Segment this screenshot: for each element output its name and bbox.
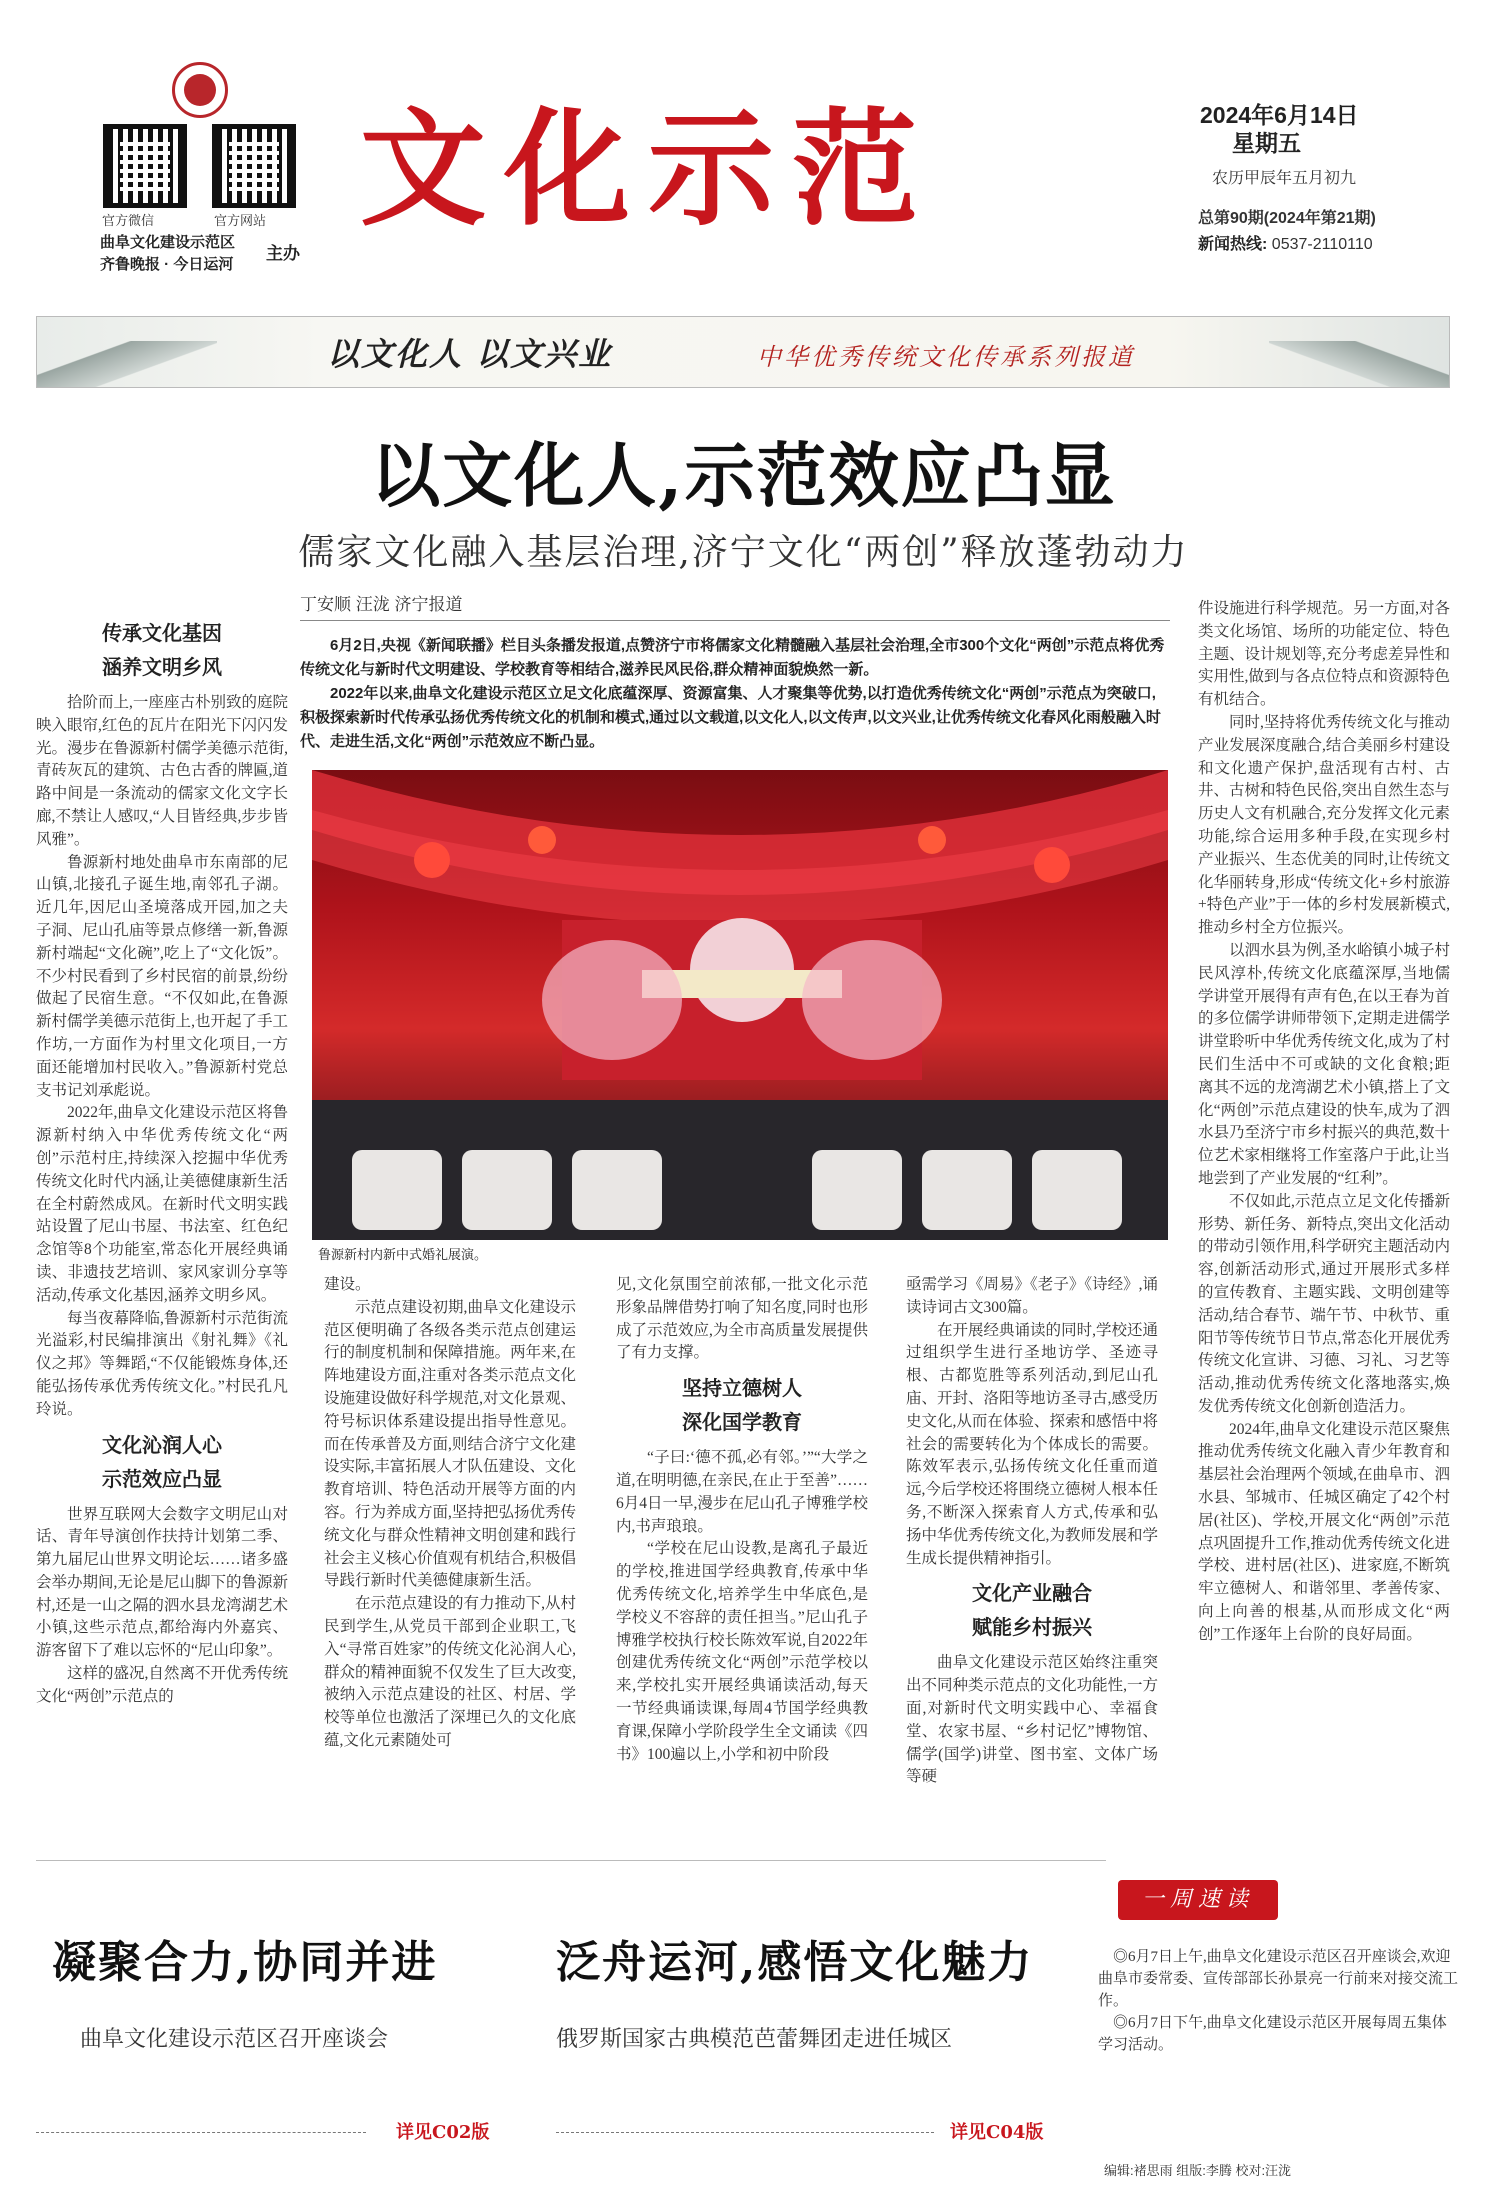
column-1 (36, 610, 288, 1709)
wechat-qr-code[interactable] (103, 124, 187, 208)
lunar-date: 农历甲辰年五月初九 (1212, 170, 1357, 187)
website-qr-code[interactable] (212, 124, 296, 208)
issue-date: 2024年6月14日 (1200, 102, 1359, 128)
col5-paragraph: 2024年,曲阜文化建设示范区聚焦推动优秀传统文化融入青少年教育和基层社会治理两个领域,在曲阜市、泗水县、邹城市、任城区确定了42个村居(社区)、学校,开展文化“两创”示范点巩固提升工作,推动优秀传统文化进学校、进村居(社区)、进家庭,不断筑牢立德树人、和谐邻里、孝善传家、向上向善的根基,从而形成文化“两创”工作逐年上台阶的良好局面。 (1198, 1420, 1450, 1643)
weekly-item: ◎6月7日下午,曲阜文化建设示范区开展每周五集体学习活动。 (1098, 2015, 1447, 2053)
qr-label-website: 官方网站 (214, 213, 267, 228)
sponsor-role: 主办 (266, 244, 300, 263)
byline: 丁安顺 汪泷 济宁报道 (300, 595, 463, 614)
byline-rule (300, 620, 1170, 621)
wedding-performance-photo[interactable] (312, 770, 1168, 1240)
col1-subheading-2 (36, 1428, 288, 1496)
weekly-item: ◎6月7日上午,曲阜文化建设示范区召开座谈会,欢迎曲阜市委常委、宣传部部长孙景亮一行前来对接交流工作。 (1098, 1949, 1459, 2009)
col4-paragraph: 曲阜文化建设示范区始终注重突出不同种类示范点的文化功能性,一方面,对新时代文明实践中心、幸福食堂、农家书屋、“乡村记忆”博物馆、儒学(国学)讲堂、图书室、文体广场等硬 (906, 1654, 1158, 1786)
col1-paragraph: 鲁源新村地处曲阜市东南部的尼山镇,北接孔子诞生地,南邻孔子湖。近几年,因尼山圣境落成开园,加之夫子洞、尼山孔庙等景点修缮一新,鲁源新村端起“文化碗”,吃上了“文化饭”。不少村民看到了乡村民宿的前景,纷纷做起了民宿生意。“不仅如此,在鲁源新村儒学美德示范街上,也开起了手工作坊,一方面作为村里文化项目,一方面还能增加村民收入。”鲁源新村党总支书记刘承彪说。 (36, 853, 288, 1099)
col4-subheading-line1: 文化产业融合 (972, 1581, 1092, 1606)
lead-paragraphs (300, 634, 1170, 754)
column-3 (616, 1274, 868, 1766)
series-banner (36, 316, 1450, 388)
bottom-rule (36, 1860, 1106, 1861)
photo-caption: 鲁源新村内新中式婚礼展演。 (318, 1247, 488, 1262)
col3-paragraph: 见,文化氛围空前浓郁,一批文化示范形象品牌借势打响了知名度,同时也形成了示范效应,为全市高质量发展提供了有力支撑。 (616, 1276, 868, 1362)
lead-paragraph-1: 6月2日,央视《新闻联播》栏目头条播发报道,点赞济宁市将儒家文化精髓融入基层社会治理,全市300个文化“两创”示范点将优秀传统文化与新时代文明建设、学校教育等相结合,滋养民风民俗,群众精神面貌焕然一新。 (300, 637, 1165, 678)
col3-paragraph: “学校在尼山设教,是离孔子最近的学校,推进国学经典教育,传承中华优秀传统文化,培养学生中华底色,是学校义不容辞的责任担当。”尼山孔子博雅学校执行校长陈效军说,自2022年创建优秀传统文化“两创”示范学校以来,学校扎实开展经典诵读活动,每天一节经典诵读课,每周4节国学经典教育课,保障小学阶段学生全文诵读《四书》100遍以上,小学和初中阶段 (616, 1540, 868, 1763)
issue-weekday: 星期五 (1232, 130, 1301, 156)
col1-subheading-1 (36, 616, 288, 684)
banner-series-name: 中华优秀传统文化传承系列报道 (757, 343, 1135, 371)
col3-paragraph: “子曰:‘德不孤,必有邻。’”“大学之道,在明明德,在亲民,在止于至善”……6月4日一早,漫步在尼山孔子博雅学校内,书声琅琅。 (616, 1449, 868, 1535)
mountain-decoration-left (37, 341, 217, 387)
col4-paragraph: 在开展经典诵读的同时,学校还通过组织学生进行圣地访学、圣迹寻根、古都览胜等系列活动,到尼山孔庙、开封、洛阳等地访圣寻古,感受历史文化,从而在体验、探索和感悟中将社会的需要转化为个体成长的需要。陈效军表示,弘扬传统文化任重而道远,今后学校还将围绕立德树人根本任务,不断深入探索育人方式,传承和弘扬中华优秀传统文化,为教师发展和学生成长提供精神指引。 (906, 1321, 1158, 1567)
teaser-2-headline[interactable]: 泛舟运河,感悟文化魅力 (556, 1937, 1034, 1988)
col1-subheading-2-line2: 示范效应凸显 (102, 1466, 222, 1491)
col3-subheading-line1: 坚持立德树人 (682, 1376, 802, 1401)
sponsor-list (100, 232, 235, 276)
newspaper-title: 文化示范 (360, 96, 936, 243)
banner-slogan: 以文化人 以文兴业 (327, 335, 613, 373)
col1-subheading-1-line2: 涵养文明乡风 (102, 655, 222, 679)
hotline-number: 0537-2110110 (1271, 236, 1373, 253)
stage-illustration (312, 770, 1168, 1240)
sponsor-1: 曲阜文化建设示范区 (100, 234, 236, 251)
col2-paragraph: 示范点建设初期,曲阜文化建设示范区便明确了各级各类示范点创建运行的制度机制和保障措施。两年来,在阵地建设方面,注重对各类示范点文化设施建设做好科学规范,对文化景观、符号标识体系建设提出指导性意见。而在传承普及方面,则结合济宁文化建设实际,丰富拓展人才队伍建设、文化教育培训、特色活动开展等方面的内容。行为养成方面,坚持把弘扬优秀传统文化与群众性精神文明创建和践行社会主义核心价值观有机结合,积极倡导践行新时代美德健康新生活。 (324, 1298, 576, 1590)
masthead-emblem (172, 62, 228, 118)
col4-subheading-line2: 赋能乡村振兴 (972, 1615, 1092, 1640)
col1-paragraph: 这样的盛况,自然离不开优秀传统文化“两创”示范点的 (36, 1665, 288, 1705)
col5-paragraph: 不仅如此,示范点立足文化传播新形势、新任务、新特点,突出文化活动的带动引领作用,科学研究主题活动内容,创新活动形式,通过开展形式多样的宣传教育、主题实践、文明创建等活动,结合春节、端午节、中秋节、重阳节等传统节日节点,常态化开展优秀传统文化宣讲、习德、习礼、习艺等活动,推动优秀传统文化落地落实,焕发优秀传统文化创新创造活力。 (1198, 1192, 1450, 1415)
editor-credits: 编辑:褚思雨 组版:李腾 校对:汪泷 (1104, 2163, 1292, 2178)
hotline-label: 新闻热线: (1198, 236, 1268, 253)
mountain-decoration-right (1269, 341, 1449, 387)
teaser-2-dashline (556, 2132, 934, 2133)
col4-subheading (906, 1576, 1158, 1644)
issue-number: 总第90期(2024年第21期) (1198, 210, 1376, 227)
lead-subheadline: 儒家文化融入基层治理,济宁文化“两创”释放蓬勃动力 (298, 532, 1189, 573)
col5-paragraph: 以泗水县为例,圣水峪镇小城子村民风淳朴,传统文化底蕴深厚,当地儒学讲堂开展得有声有色,在以王春为首的多位儒学讲师带领下,定期走进儒学讲堂聆听中华优秀传统文化,成为了村民们生活中不可或缺的文化食粮;距离其不远的龙湾湖艺术小镇,搭上了文化“两创”示范点建设的快车,成为了泗水县乃至济宁市乡村振兴的典范,数十位艺术家相继将工作室落户于此,让当地尝到了产业发展的“红利”。 (1198, 941, 1450, 1187)
col5-paragraph: 同时,坚持将优秀传统文化与推动产业发展深度融合,结合美丽乡村建设和文化遗产保护,盘活现有古村、古井、古树和特色民俗,突出自然生态与历史人文有机融合,充分发挥文化元素功能,综合运用多种手段,在实现乡村产业振兴、生态优美的同时,让传统文化华丽转身,形成“传统文化+乡村旅游+特色产业”于一体的乡村发展新模式,推动乡村全方位振兴。 (1198, 713, 1450, 937)
col1-paragraph: 2022年,曲阜文化建设示范区将鲁源新村纳入中华优秀传统文化“两创”示范村庄,持续深入挖掘中华优秀传统文化时代内涵,让美德健康新生活在全村蔚然成风。在新时代文明实践站设置了尼山书屋、书法室、红色纪念馆等8个功能室,常态化开展经典诵读、非遗技艺培训、家风家训分享等活动,传承文化基因,涵养文明乡风。 (36, 1104, 288, 1304)
col2-paragraph: 在示范点建设的有力推动下,从村民到学生,从党员干部到企业职工,飞入“寻常百姓家”的传统文化沁润人心,群众的精神面貌不仅发生了巨大改变,被纳入示范点建设的社区、村居、学校等单位也激活了深埋已久的文化底蕴,文化元素随处可 (324, 1595, 576, 1749)
lead-paragraph-2: 2022年以来,曲阜文化建设示范区立足文化底蕴深厚、资源富集、人才聚集等优势,以打造优秀传统文化“两创”示范点为突破口,积极探索新时代传承弘扬优秀传统文化的机制和模式,通过以文载道,以文化人,以文传声,以文兴业,让优秀传统文化春风化雨般融入时代、走进生活,文化“两创”示范效应不断凸显。 (300, 685, 1161, 750)
col1-subheading-2-line1: 文化沁润人心 (102, 1432, 222, 1457)
teaser-1-subheadline: 曲阜文化建设示范区召开座谈会 (80, 2026, 389, 2051)
col3-subheading-line2: 深化国学教育 (682, 1410, 802, 1435)
news-hotline (1198, 232, 1373, 258)
sponsor-2: 齐鲁晚报 · 今日运河 (100, 256, 234, 273)
col3-subheading (616, 1371, 868, 1439)
column-2 (324, 1274, 576, 1753)
weekly-quick-read (1098, 1880, 1458, 2056)
teaser-2-see-page-link[interactable]: 详见C04版 (950, 2122, 1044, 2143)
lead-headline[interactable]: 以文化人,示范效应凸显 (370, 434, 1117, 517)
col1-paragraph: 拾阶而上,一座座古朴别致的庭院映入眼帘,红色的瓦片在阳光下闪闪发光。漫步在鲁源新村儒学美德示范街,青砖灰瓦的建筑、古色古香的牌匾,道路中间是一条流动的儒家文化文字长廊,不禁让人感叹,“人目皆经典,步步皆风雅”。 (36, 694, 288, 848)
teaser-1-headline[interactable]: 凝聚合力,协同并进 (52, 1937, 438, 1988)
column-5 (1198, 598, 1450, 1647)
col1-paragraph: 世界互联网大会数字文明尼山对话、青年导演创作扶持计划第二季、第九届尼山世界文明论坛……诸多盛会举办期间,无论是尼山脚下的鲁源新村,还是一山之隔的泗水县龙湾湖艺术小镇,这些示范点,都给海内外嘉宾、游客留下了难以忘怀的“尼山印象”。 (36, 1505, 288, 1660)
teaser-2-subheadline: 俄罗斯国家古典模范芭蕾舞团走进任城区 (556, 2026, 953, 2051)
col2-paragraph: 建设。 (324, 1276, 371, 1293)
weekly-tag: 一周速读 (1118, 1880, 1278, 1920)
col5-paragraph: 件设施进行科学规范。另一方面,对各类文化场馆、场所的功能定位、特色主题、设计规划等,充分考虑差异性和实用性,做到与各点位特点和资源特色有机结合。 (1198, 600, 1450, 709)
teaser-1-see-page-link[interactable]: 详见C02版 (396, 2122, 490, 2143)
col4-paragraph: 亟需学习《周易》《老子》《诗经》,诵读诗词古文300篇。 (906, 1276, 1158, 1316)
qr-label-wechat: 官方微信 (102, 213, 155, 228)
column-4 (906, 1274, 1158, 1789)
teaser-1-dashline (36, 2132, 366, 2133)
col1-subheading-1-line1: 传承文化基因 (102, 621, 222, 645)
col1-paragraph: 每当夜幕降临,鲁源新村示范街流光溢彩,村民编排演出《射礼舞》《礼仪之邦》等舞蹈,“不仅能锻炼身体,还能弘扬传承优秀传统文化。”村民孔凡玲说。 (36, 1309, 288, 1418)
